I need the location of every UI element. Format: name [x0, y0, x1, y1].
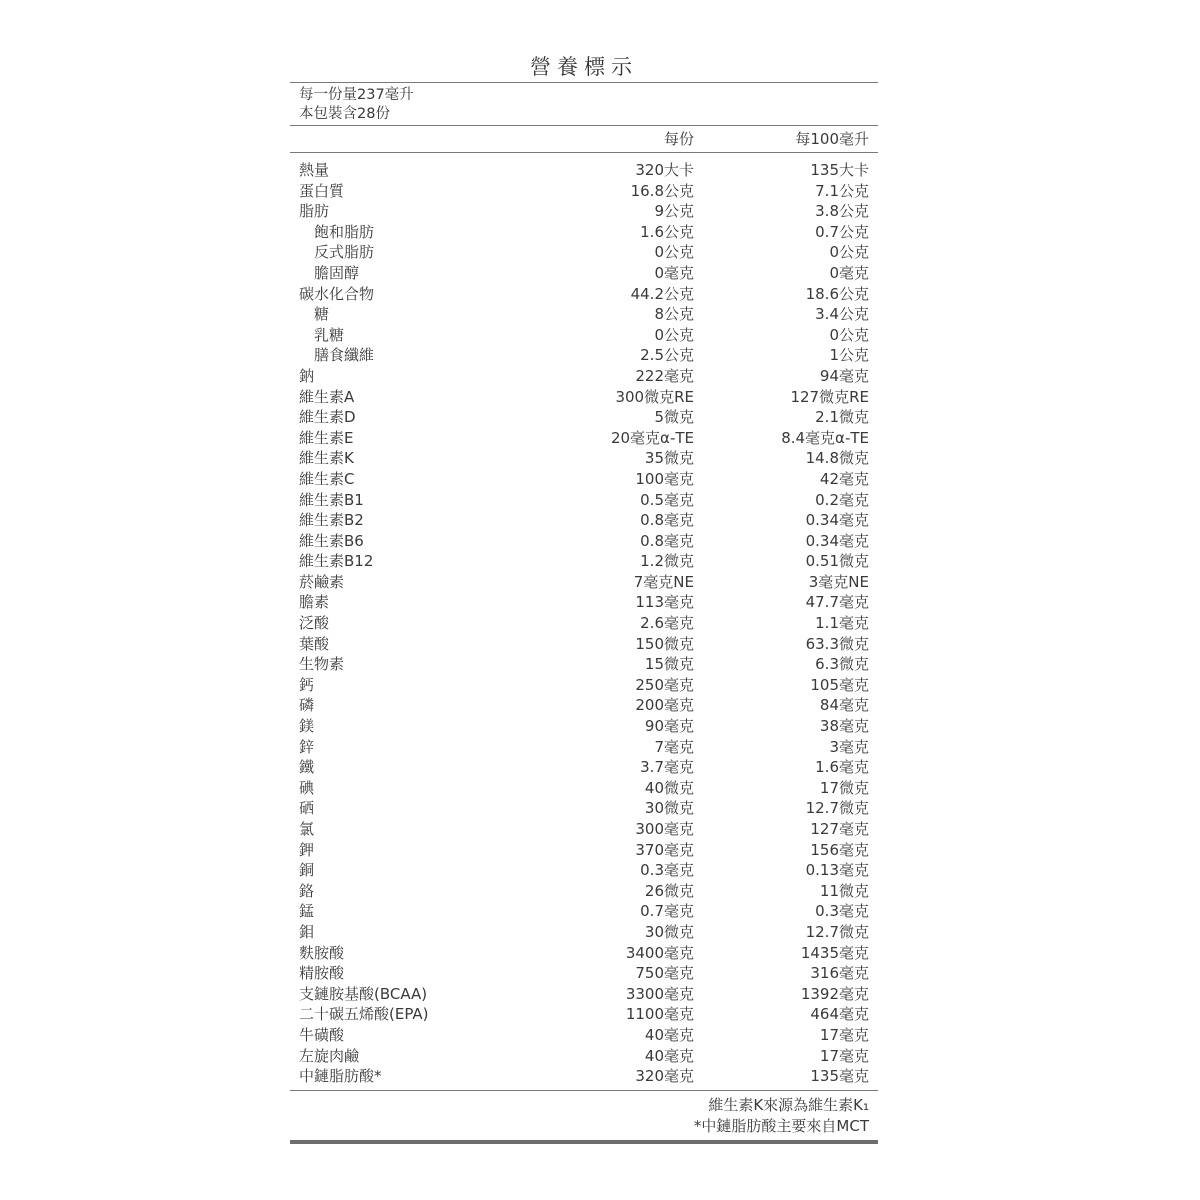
- value-per-serving: 300毫克: [635, 820, 694, 838]
- value-per-serving: 2.5公克: [640, 346, 694, 365]
- nutrient-name: 膳食纖維: [314, 346, 375, 365]
- table-row: [290, 881, 878, 902]
- nutrient-name: 菸鹼素: [299, 572, 345, 591]
- value-per-100ml: 17微克: [819, 778, 869, 797]
- value-per-serving: 0.3毫克: [640, 861, 694, 880]
- nutrient-name: 麩胺酸: [299, 943, 345, 962]
- table-row: [290, 160, 878, 181]
- table-row: [290, 716, 878, 737]
- table-row: [290, 695, 878, 716]
- table-row: [290, 201, 878, 222]
- table-row: [290, 634, 878, 655]
- nutrient-name: 鈣: [299, 675, 315, 694]
- value-per-serving: 3400毫克: [625, 943, 694, 962]
- nutrient-name: 左旋肉鹼: [299, 1046, 360, 1065]
- nutrient-name: 維生素B2: [299, 511, 364, 530]
- value-per-serving: 3300毫克: [625, 984, 694, 1003]
- nutrient-name: 牛磺酸: [299, 1025, 345, 1044]
- value-per-serving: 40毫克: [644, 1046, 694, 1065]
- nutrient-name: 熱量: [299, 161, 330, 179]
- nutrient-name: 鐵: [299, 758, 315, 777]
- value-per-serving: 35微克: [644, 449, 694, 468]
- value-per-serving: 0毫克: [654, 263, 694, 282]
- table-row: [290, 366, 878, 387]
- value-per-100ml: 1.1毫克: [815, 614, 869, 633]
- value-per-100ml: 7.1公克: [815, 181, 869, 200]
- value-per-serving: 30微克: [644, 922, 694, 941]
- value-per-serving: 200毫克: [635, 696, 694, 715]
- table-row: [290, 222, 878, 243]
- value-per-100ml: 135毫克: [810, 1067, 869, 1086]
- value-per-serving: 113毫克: [635, 593, 694, 612]
- footnote: *中鏈脂肪酸主要來自MCT: [693, 1116, 869, 1135]
- table-row: [290, 510, 878, 531]
- table-row: [290, 531, 878, 552]
- nutrient-name: 脂肪: [299, 202, 330, 221]
- value-per-100ml: 464毫克: [810, 1005, 869, 1024]
- table-row: [290, 284, 878, 305]
- value-per-serving: 90毫克: [644, 717, 694, 736]
- nutrient-name: 維生素B6: [299, 531, 364, 550]
- value-per-serving: 0.7毫克: [640, 902, 694, 921]
- value-per-100ml: 135大卡: [810, 161, 869, 179]
- table-row: [290, 1046, 878, 1067]
- nutrient-name: 乳糖: [314, 325, 345, 344]
- value-per-serving: 40毫克: [644, 1025, 694, 1044]
- nutrient-table: [290, 153, 878, 1090]
- value-per-100ml: 0.3毫克: [815, 902, 869, 921]
- value-per-100ml: 3.4公克: [815, 305, 869, 324]
- table-row: [290, 798, 878, 819]
- value-per-100ml: 8.4毫克α-TE: [781, 428, 869, 447]
- nutrient-name: 葉酸: [299, 634, 330, 653]
- table-row: [290, 572, 878, 593]
- nutrient-name: 維生素D: [299, 408, 356, 427]
- value-per-100ml: 3.8公克: [815, 202, 869, 221]
- value-per-serving: 1100毫克: [625, 1005, 694, 1024]
- nutrient-name: 飽和脂肪: [314, 222, 375, 241]
- nutrient-name: 支鏈胺基酸(BCAA): [299, 984, 428, 1003]
- value-per-100ml: 42毫克: [819, 469, 869, 488]
- value-per-100ml: 12.7微克: [805, 922, 869, 941]
- value-per-100ml: 1公克: [829, 346, 869, 365]
- value-per-100ml: 6.3微克: [815, 655, 869, 674]
- value-per-100ml: 18.6公克: [805, 284, 869, 303]
- table-row: [290, 675, 878, 696]
- nutrient-name: 錳: [299, 902, 315, 921]
- value-per-100ml: 1392毫克: [800, 984, 869, 1003]
- value-per-serving: 0公克: [654, 325, 694, 344]
- value-per-serving: 40微克: [644, 778, 694, 797]
- nutrient-name: 中鏈脂肪酸*: [299, 1067, 382, 1086]
- value-per-serving: 2.6毫克: [640, 614, 694, 633]
- table-row: [290, 840, 878, 861]
- value-per-100ml: 11微克: [819, 881, 869, 900]
- value-per-serving: 5微克: [654, 408, 694, 427]
- table-row: [290, 860, 878, 881]
- nutrient-name: 維生素B12: [299, 552, 374, 571]
- value-per-serving: 250毫克: [635, 675, 694, 694]
- nutrient-name: 維生素A: [299, 387, 355, 406]
- value-per-100ml: 14.8微克: [805, 449, 869, 468]
- table-row: [290, 387, 878, 408]
- value-per-100ml: 105毫克: [810, 675, 869, 694]
- table-row: [290, 242, 878, 263]
- value-per-serving: 100毫克: [635, 469, 694, 488]
- table-row: [290, 613, 878, 634]
- column-header-row: [290, 126, 878, 152]
- nutrient-name: 鉬: [299, 922, 315, 941]
- nutrient-name: 蛋白質: [299, 181, 345, 200]
- value-per-serving: 222毫克: [635, 366, 694, 385]
- value-per-100ml: 63.3微克: [805, 634, 869, 653]
- table-row: [290, 757, 878, 778]
- value-per-100ml: 84毫克: [819, 696, 869, 715]
- nutrient-name: 二十碳五烯酸(EPA): [299, 1005, 429, 1024]
- table-row: [290, 325, 878, 346]
- value-per-100ml: 127毫克: [810, 820, 869, 838]
- nutrient-name: 維生素K: [299, 449, 354, 468]
- nutrient-name: 糖: [314, 305, 330, 324]
- table-row: [290, 469, 878, 490]
- serving-info: [290, 83, 878, 125]
- table-row: [290, 592, 878, 613]
- value-per-100ml: 47.7毫克: [805, 593, 869, 612]
- value-per-serving: 26微克: [644, 881, 694, 900]
- value-per-serving: 1.6公克: [640, 222, 694, 241]
- table-row: [290, 490, 878, 511]
- column-header-per-100ml: 每100毫升: [795, 130, 869, 148]
- value-per-100ml: 0.51微克: [805, 552, 869, 571]
- value-per-serving: 8公克: [654, 305, 694, 324]
- nutrient-name: 銅: [299, 861, 315, 880]
- value-per-100ml: 1.6毫克: [815, 758, 869, 777]
- servings-per-pack: 本包裝含28份: [299, 106, 390, 122]
- table-row: [290, 263, 878, 284]
- table-row: [290, 345, 878, 366]
- value-per-100ml: 0公克: [829, 243, 869, 262]
- nutrient-name: 膽素: [299, 593, 330, 612]
- value-per-serving: 320毫克: [635, 1067, 694, 1086]
- table-row: [290, 737, 878, 758]
- value-per-100ml: 0毫克: [829, 263, 869, 282]
- nutrient-name: 氯: [299, 820, 315, 838]
- value-per-100ml: 0.13毫克: [805, 861, 869, 880]
- footnote: 維生素K來源為維生素K₁: [708, 1095, 869, 1114]
- bottom-border: [290, 1140, 878, 1144]
- value-per-100ml: 0公克: [829, 325, 869, 344]
- table-row: [290, 963, 878, 984]
- nutrient-name: 維生素E: [299, 428, 354, 447]
- value-per-100ml: 94毫克: [819, 366, 869, 385]
- value-per-serving: 0.5毫克: [640, 490, 694, 509]
- nutrient-name: 硒: [299, 799, 315, 818]
- value-per-100ml: 1435毫克: [800, 943, 869, 962]
- value-per-serving: 3.7毫克: [640, 758, 694, 777]
- value-per-100ml: 127微克RE: [790, 387, 869, 406]
- nutrient-name: 泛酸: [299, 614, 330, 633]
- nutrient-name: 維生素C: [299, 469, 355, 488]
- footnotes: [290, 1091, 878, 1140]
- value-per-serving: 300微克RE: [615, 387, 694, 406]
- value-per-serving: 9公克: [654, 202, 694, 221]
- nutrient-name: 鉻: [299, 881, 315, 900]
- table-row: [290, 778, 878, 799]
- table-row: [290, 901, 878, 922]
- value-per-100ml: 156毫克: [810, 840, 869, 859]
- nutrient-name: 膽固醇: [314, 263, 360, 282]
- table-row: [290, 407, 878, 428]
- nutrition-label: [290, 52, 878, 1144]
- value-per-100ml: 0.34毫克: [805, 511, 869, 530]
- value-per-serving: 1.2微克: [640, 552, 694, 571]
- table-row: [290, 551, 878, 572]
- value-per-serving: 0.8毫克: [640, 531, 694, 550]
- value-per-serving: 20毫克α-TE: [610, 428, 694, 447]
- value-per-100ml: 38毫克: [819, 717, 869, 736]
- value-per-serving: 370毫克: [635, 840, 694, 859]
- table-row: [290, 1025, 878, 1046]
- value-per-serving: 750毫克: [635, 964, 694, 983]
- value-per-100ml: 0.34毫克: [805, 531, 869, 550]
- table-row: [290, 1004, 878, 1025]
- table-row: [290, 428, 878, 449]
- nutrient-name: 鉀: [299, 840, 315, 859]
- value-per-100ml: 316毫克: [810, 964, 869, 983]
- value-per-serving: 320大卡: [635, 161, 694, 179]
- table-row: [290, 1066, 878, 1087]
- nutrient-name: 維生素B1: [299, 490, 364, 509]
- table-row: [290, 922, 878, 943]
- value-per-100ml: 3毫克NE: [808, 572, 869, 591]
- value-per-100ml: 12.7微克: [805, 799, 869, 818]
- nutrient-name: 碳水化合物: [299, 284, 375, 303]
- value-per-100ml: 3毫克: [829, 737, 869, 756]
- column-header-per-serving: 每份: [663, 130, 694, 148]
- table-row: [290, 943, 878, 964]
- table-row: [290, 984, 878, 1005]
- nutrient-name: 鋅: [299, 737, 315, 756]
- label-title: 營養標示: [530, 55, 638, 79]
- value-per-100ml: 17毫克: [819, 1046, 869, 1065]
- nutrient-name: 生物素: [299, 655, 345, 674]
- value-per-100ml: 0.7公克: [815, 222, 869, 241]
- table-row: [290, 819, 878, 840]
- value-per-serving: 16.8公克: [630, 181, 694, 200]
- nutrient-name: 精胺酸: [299, 964, 345, 983]
- table-row: [290, 448, 878, 469]
- value-per-serving: 30微克: [644, 799, 694, 818]
- nutrient-name: 反式脂肪: [314, 243, 375, 262]
- value-per-serving: 0.8毫克: [640, 511, 694, 530]
- value-per-100ml: 17毫克: [819, 1025, 869, 1044]
- value-per-serving: 15微克: [644, 655, 694, 674]
- nutrient-name: 鈉: [299, 366, 315, 385]
- value-per-serving: 44.2公克: [630, 284, 694, 303]
- value-per-serving: 7毫克NE: [633, 572, 694, 591]
- serving-size: 每一份量237毫升: [299, 87, 414, 103]
- value-per-serving: 7毫克: [654, 737, 694, 756]
- nutrient-name: 鎂: [299, 717, 315, 736]
- value-per-serving: 150微克: [635, 634, 694, 653]
- nutrient-name: 碘: [299, 778, 315, 797]
- table-row: [290, 181, 878, 202]
- value-per-100ml: 2.1微克: [815, 408, 869, 427]
- value-per-100ml: 0.2毫克: [815, 490, 869, 509]
- table-row: [290, 304, 878, 325]
- value-per-serving: 0公克: [654, 243, 694, 262]
- nutrient-name: 磷: [299, 696, 315, 715]
- table-row: [290, 654, 878, 675]
